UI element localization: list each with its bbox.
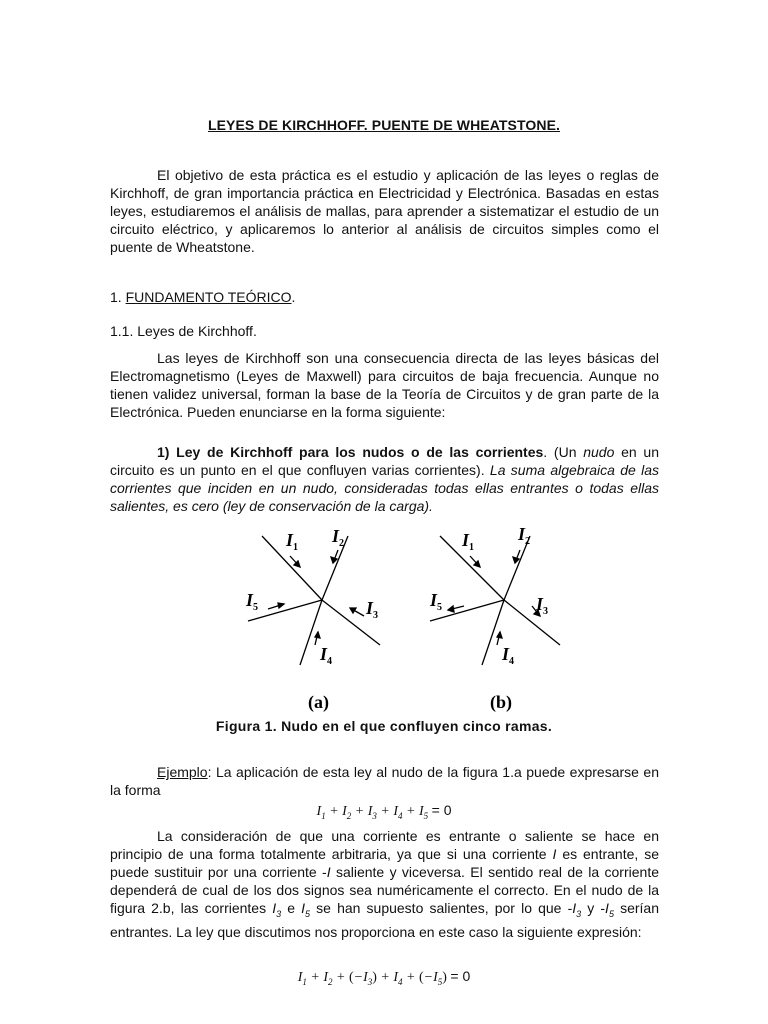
node-diagram-a xyxy=(248,536,380,665)
section-title: FUNDAMENTO TEÓRICO xyxy=(125,289,292,305)
equation-1: $I_1 + I_2 + I_3 + I_4 + I_5 = 0$ xyxy=(316,802,452,821)
current-label-i3: $I_3$ xyxy=(536,594,549,617)
arrowhead xyxy=(497,632,502,638)
current-label-i4: $I_4$ xyxy=(502,644,515,667)
arrowhead xyxy=(448,606,454,612)
branch-line xyxy=(248,600,322,621)
current-label-i1: $I_1$ xyxy=(462,530,475,553)
arrowhead xyxy=(278,603,284,608)
sign-paragraph: La consideración de que una corriente es entrante o saliente se hace en principio de una forma totalmente arbitraria, ya que si una corriente I es entrante, se puede sustituir por una corriente -I saliente y viceversa. El sentido real de la corriente dependerá de cual de los dos signos sea numéricamente el correcto. En el nudo de la figura 2.b, las corrientes $I_3$ e $I_5$ se han supuesto salientes, por lo que $-I_3$ y $-I_5$ serían entrantes. La ley que discutimos nos proporciona en este caso la siguiente expresión: xyxy=(110,828,659,940)
current-label-i2: $I_2$ xyxy=(332,526,345,549)
arrowhead xyxy=(350,608,356,613)
example-text: : La aplicación de esta ley al nudo de la figura 1.a puede expresarse en la forma xyxy=(110,764,659,798)
arrowhead xyxy=(331,557,337,563)
subsection-heading: 1.1. Leyes de Kirchhoff. xyxy=(110,323,257,339)
section-period: . xyxy=(291,289,296,305)
equation-1-rhs: = 0 xyxy=(431,802,452,818)
section-heading xyxy=(110,289,295,305)
example-label: Ejemplo xyxy=(157,764,208,780)
current-label-i5: $I_5$ xyxy=(246,590,259,613)
law1-title: 1) Ley de Kirchhoff para los nudos o de las corrientes xyxy=(157,444,544,460)
current-label-i5: $I_5$ xyxy=(430,590,443,613)
example-paragraph xyxy=(110,763,659,799)
node-figure xyxy=(240,520,549,720)
arrowhead xyxy=(315,632,320,638)
current-label-i3: $I_3$ xyxy=(366,598,379,621)
figure-label-a: (a) xyxy=(308,692,329,712)
section-number: 1. xyxy=(110,289,126,305)
figure-caption: Figura 1. Nudo en el que confluyen cinco ramas. xyxy=(215,718,553,734)
page-title: LEYES DE KIRCHHOFF. PUENTE DE WHEATSTONE. xyxy=(207,117,561,133)
laws-paragraph: Las leyes de Kirchhoff son una consecuencia directa de las leyes básicas del Electromagnetismo (Leyes de Maxwell) para circuitos de baja frecuencia. Aunque no tienen validez universal, forman la base de la Teoría de Circuitos y de gran parte de la Electrónica. Pueden enunciarse en la forma siguiente: xyxy=(110,350,659,420)
figure-label-b: (b) xyxy=(490,692,512,712)
equation-2: $I_1 + I_2 + (-I_3) + I_4 + (-I_5) = 0$ xyxy=(297,968,471,987)
law1-statement: La suma algebraica de las corrientes que inciden en un nudo, consideradas todas ellas entrantes o todas ellas salientes, es cero (ley de conservación de la carga). xyxy=(110,462,659,514)
law1-text2: en un circuito es un punto en el que confluyen varias corrientes). xyxy=(110,444,659,478)
intro-paragraph: El objetivo de esta práctica es el estudio y aplicación de las leyes o reglas de Kirchhoff, de gran importancia práctica en Electricidad y Electrónica. Basadas en estas leyes, estudiaremos el análisis de mallas, para aprender a sistematizar el estudio de un circuito eléctrico, y aplicaremos lo anterior al análisis de circuitos simples como el puente de Wheatstone. xyxy=(110,167,659,255)
law1-nudo: nudo xyxy=(583,444,615,460)
current-label-i1: $I_1$ xyxy=(286,530,299,553)
law1-paragraph xyxy=(110,443,659,515)
arrowhead xyxy=(513,557,519,563)
current-label-i2: $I_2$ xyxy=(518,524,531,547)
equation-2-rhs: = 0 xyxy=(450,968,471,984)
law1-text1: . (Un xyxy=(543,444,584,460)
current-label-i4: $I_4$ xyxy=(320,644,333,667)
